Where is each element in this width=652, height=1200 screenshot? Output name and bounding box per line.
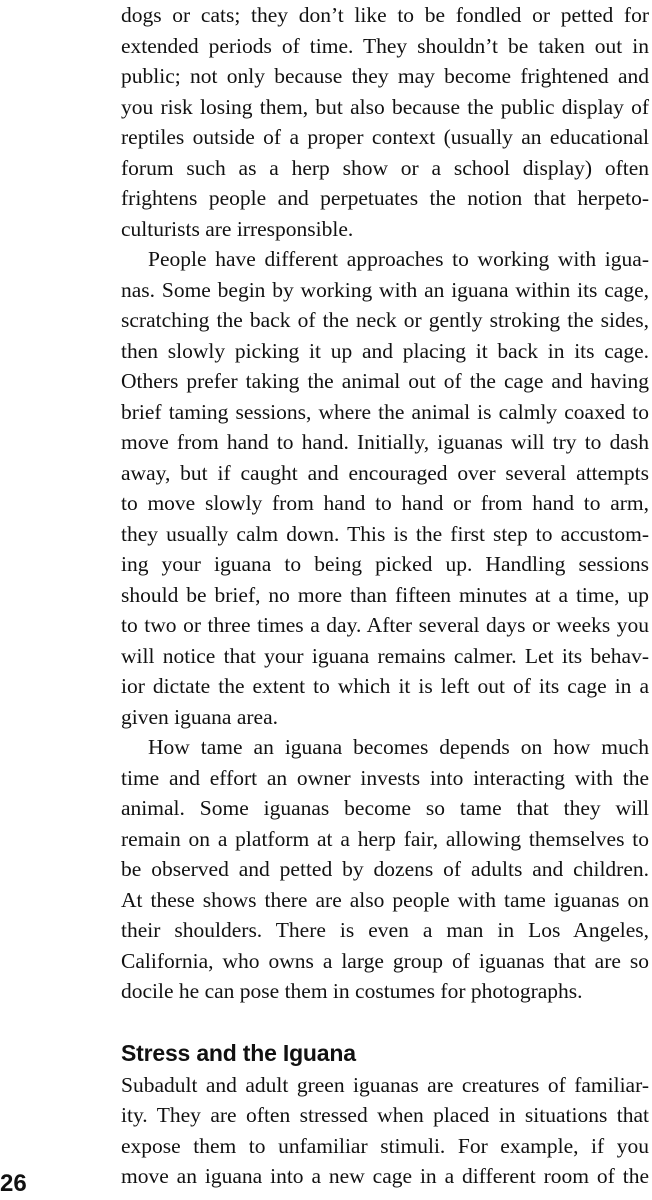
text-line: be observed and petted by dozens of adults and children.: [121, 857, 649, 881]
text-line: they usually calm down. This is the first step to accustom-: [121, 521, 649, 546]
text-line: brief taming sessions, where the animal is calmly coaxed to: [121, 399, 649, 424]
text-line: How tame an iguana becomes depends on how much: [148, 735, 649, 759]
text-line: dogs or cats; they don’t like to be fondled or petted for: [121, 3, 649, 27]
text-line: culturists are irresponsible.: [121, 216, 354, 241]
text-line: then slowly picking it up and placing it back in its cage.: [121, 338, 649, 363]
text-line: to two or three times a day. After several days or weeks you: [121, 613, 649, 637]
text-line: ing your iguana to being picked up. Handling sessions: [121, 552, 649, 576]
text-line: extended periods of time. They shouldn’t be taken out in: [121, 33, 649, 58]
text-line: frightens people and perpetuates the notion that herpeto-: [121, 186, 649, 210]
text-line: forum such as a herp show or a school display) often: [121, 155, 649, 180]
text-line: Subadult and adult green iguanas are creatures of familiar-: [121, 1072, 649, 1097]
text-line: reptiles outside of a proper context (usually an educational: [121, 125, 649, 149]
text-line: should be brief, no more than fifteen minutes at a time, up: [121, 582, 649, 607]
text-line: ity. They are often stressed when placed in situations that: [121, 1103, 649, 1127]
text-line: Others prefer taking the animal out of the cage and having: [121, 369, 649, 393]
text-line: remain on a platform at a herp fair, allowing themselves to: [121, 826, 649, 851]
text-line: move from hand to hand. Initially, iguanas will try to dash: [121, 430, 649, 454]
text-line: given iguana area.: [121, 704, 278, 729]
text-line: move an iguana into a new cage in a different room of the: [121, 1164, 649, 1188]
paragraph-stress: [121, 1070, 649, 1192]
text-line: will notice that your iguana remains calmer. Let its behav-: [121, 643, 649, 668]
text-line: California, who owns a large group of iguanas that are so: [121, 948, 649, 973]
text-line: docile he can pose them in costumes for photographs.: [121, 979, 583, 1003]
text-line: scratching the back of the neck or gently stroking the sides,: [121, 308, 649, 332]
text-line: animal. Some iguanas become so tame that they will: [121, 796, 649, 820]
text-column: [121, 0, 649, 1192]
text-line: away, but if caught and encouraged over several attempts: [121, 460, 649, 485]
text-line: their shoulders. There is even a man in Los Angeles,: [121, 918, 649, 942]
paragraph-tameness: [121, 732, 649, 1007]
paragraph-handling-intro: [121, 0, 649, 244]
text-line: time and effort an owner invests into interacting with the: [121, 765, 649, 790]
text-line: expose them to unfamiliar stimuli. For example, if you: [121, 1133, 649, 1158]
text-line: nas. Some begin by working with an iguana within its cage,: [121, 277, 649, 302]
text-line: to move slowly from hand to hand or from hand to arm,: [121, 491, 649, 515]
text-line: ior dictate the extent to which it is left out of its cage in a: [121, 674, 649, 698]
page-number: 26: [0, 1170, 27, 1197]
text-line: People have different approaches to working with igua-: [148, 247, 649, 271]
section-heading: Stress and the Iguana: [121, 1039, 356, 1066]
paragraph-taming-approaches: [121, 244, 649, 732]
text-line: At these shows there are also people with tame iguanas on: [121, 887, 649, 912]
text-line: you risk losing them, but also because the public display of: [121, 94, 649, 119]
text-line: public; not only because they may become frightened and: [121, 64, 649, 88]
